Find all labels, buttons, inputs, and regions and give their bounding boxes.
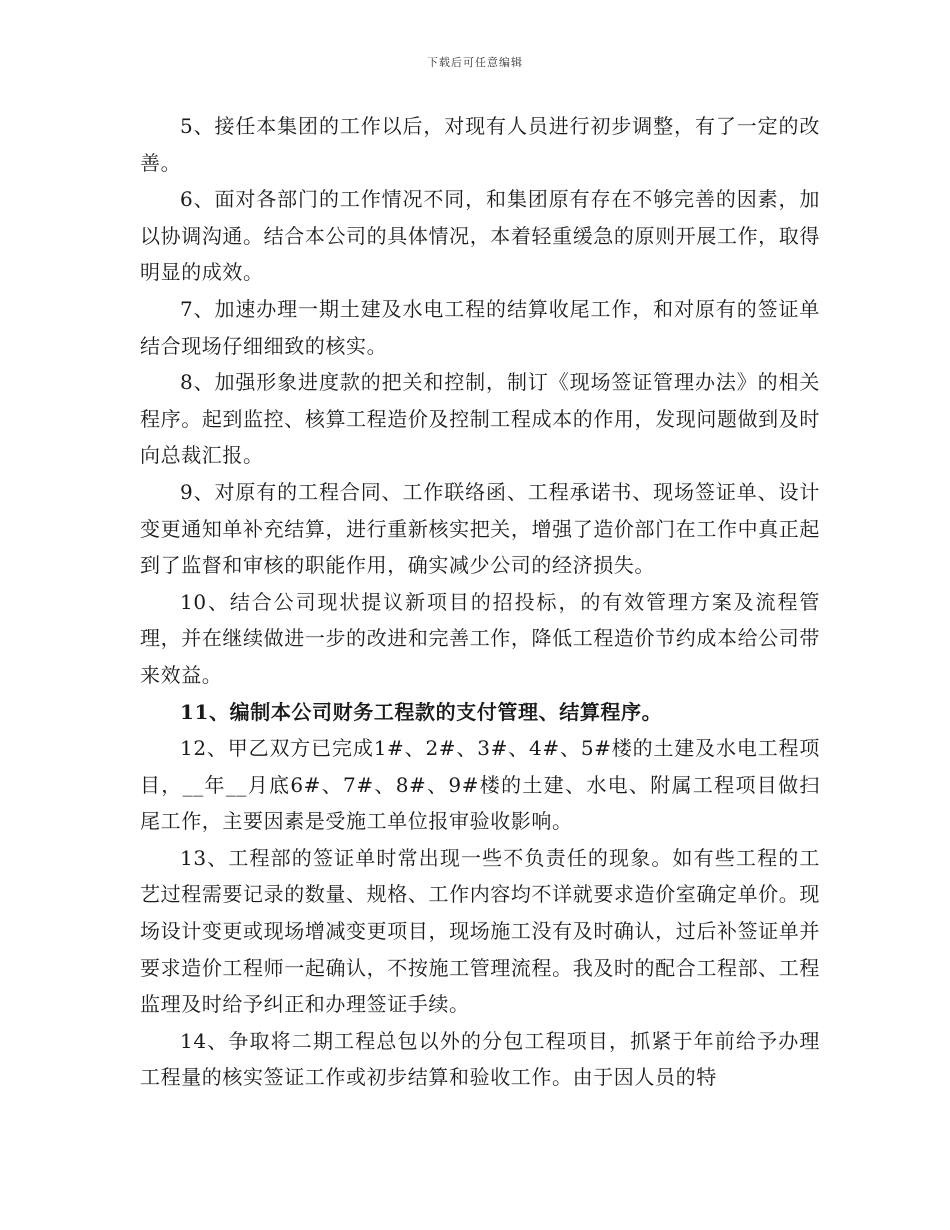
paragraph-13: 13、工程部的签证单时常出现一些不负责任的现象。如有些工程的工艺过程需要记录的数量、规格、工作内容均不详就要求造价室确定单价。现场设计变更或现场增减变更项目，现场施工没有及时确认，过后补签证单并要求造价工程师一起确认，不按施工管理流程。我及时的配合工程部、工程监理及时给予纠正和办理签证手续。 [140, 845, 820, 1017]
paragraph-8: 8、加强形象进度款的把关和控制，制订《现场签证管理办法》的相关程序。起到监控、核算工程造价及控制工程成本的作用，发现问题做到及时向总裁汇报。 [140, 370, 820, 468]
document-body [140, 108, 820, 1096]
paragraph-6: 6、面对各部门的工作情况不同，和集团原有存在不够完善的因素，加以协调沟通。结合本公司的具体情况，本着轻重缓急的原则开展工作，取得明显的成效。 [140, 187, 820, 285]
paragraph-10: 10、结合公司现状提议新项目的招投标，的有效管理方案及流程管理，并在继续做进一步的改进和完善工作，降低工程造价节约成本给公司带来效益。 [140, 589, 820, 687]
paragraph-9: 9、对原有的工程合同、工作联络函、工程承诺书、现场签证单、设计变更通知单补充结算，进行重新核实把关，增强了造价部门在工作中真正起到了监督和审核的职能作用，确实减少公司的经济损失。 [140, 479, 820, 578]
page-header: 下载后可任意编辑 [427, 56, 523, 69]
paragraph-11-heading: 11、编制本公司财务工程款的支付管理、结算程序。 [180, 699, 663, 724]
paragraph-12: 12、甲乙双方已完成1#、2#、3#、4#、5#楼的土建及水电工程项目，__年__月底6#、7#、8#、9#楼的土建、水电、附属工程项目做扫尾工作，主要因素是受施工单位报审验收影响。 [140, 736, 820, 834]
paragraph-5: 5、接任本集团的工作以后，对现有人员进行初步调整，有了一定的改善。 [140, 114, 820, 175]
paragraph-14: 14、争取将二期工程总包以外的分包工程项目，抓紧于年前给予办理工程量的核实签证工作或初步结算和验收工作。由于因人员的特 [140, 1028, 820, 1090]
paragraph-7: 7、加速办理一期土建及水电工程的结算收尾工作，和对原有的签证单结合现场仔细细致的核实。 [140, 296, 820, 358]
